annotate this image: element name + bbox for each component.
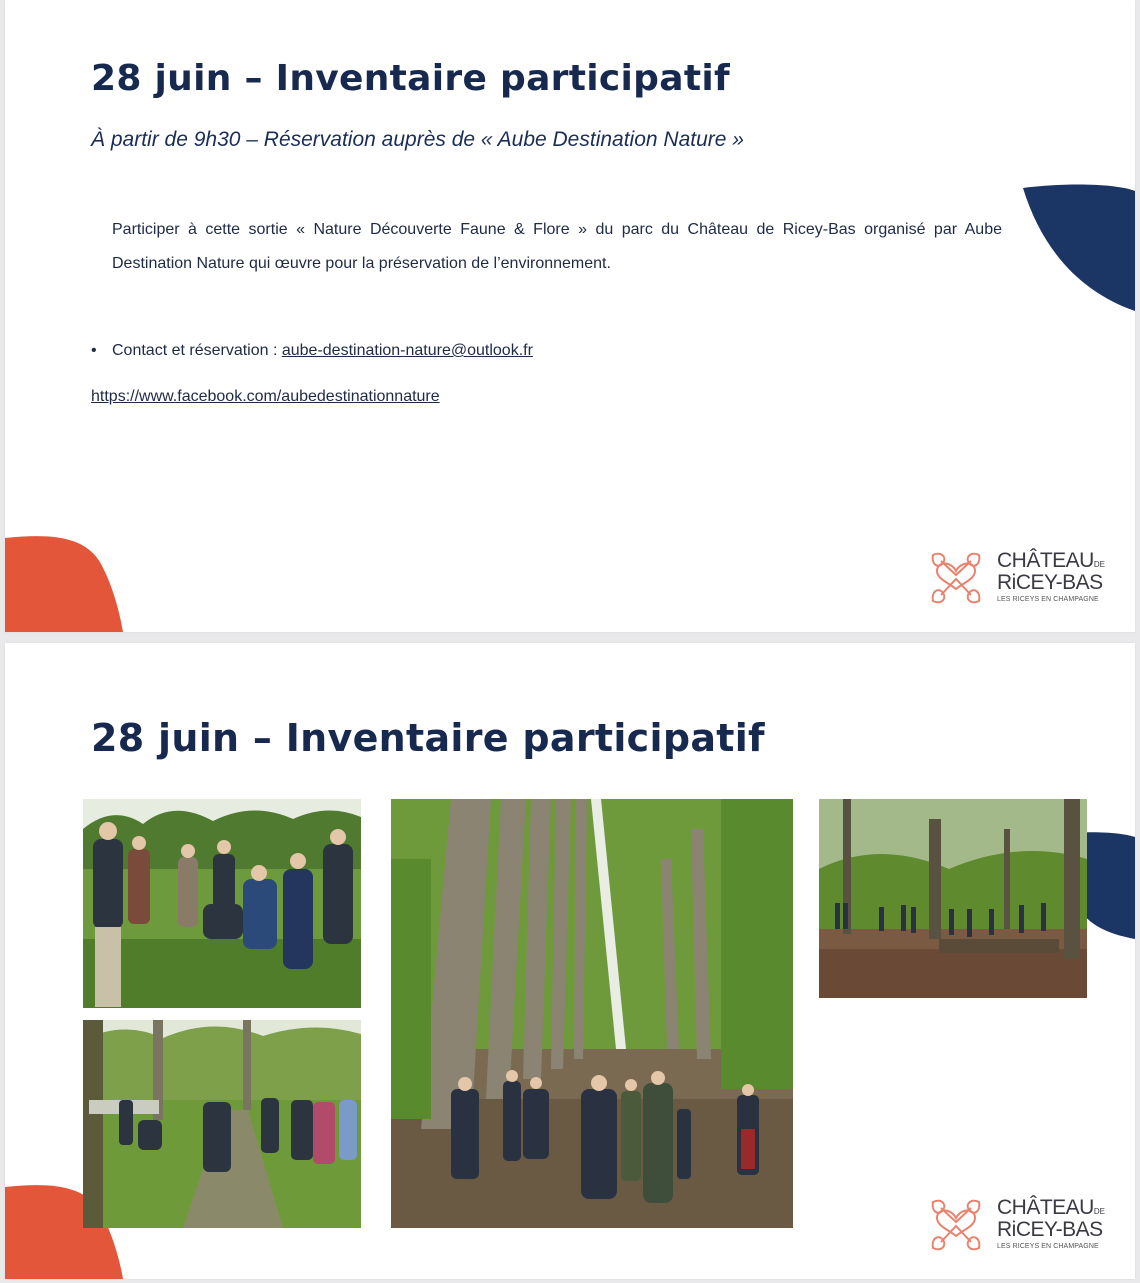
heart-knot-icon: [927, 549, 985, 607]
slide-title: 28 juin – Inventaire participatif: [91, 716, 765, 760]
chateau-logo: [927, 1194, 1107, 1256]
logo-line-1: CHÂTEAUDE: [997, 1196, 1105, 1219]
orange-corner-decoration: [5, 534, 125, 632]
photo-meadow-group: [83, 799, 361, 1008]
logo-line-1: CHÂTEAUDE: [997, 549, 1105, 572]
bullet-icon: •: [91, 342, 97, 359]
contact-label: Contact et réservation :: [112, 342, 282, 359]
chateau-logo: [927, 547, 1107, 609]
photo-tree-avenue: [391, 799, 793, 1228]
description-paragraph: Participer à cette sortie « Nature Découverte Faune & Flore » du parc du Château de Ricey-Bas organisé par Aube Destination Nature qui œuvre pour la préservation de l’environnement.: [112, 221, 1002, 272]
logo-line-3: LES RICEYS EN CHAMPAGNE: [997, 1243, 1099, 1250]
photo-path-group: [83, 1020, 361, 1228]
slide-2: [5, 643, 1135, 1279]
logo-line-2: RiCEY-BAS: [997, 571, 1103, 594]
slide-subtitle: À partir de 9h30 – Réservation auprès de « Aube Destination Nature »: [91, 128, 744, 151]
contact-email-link[interactable]: aube-destination-nature@outlook.fr: [281, 342, 533, 359]
logo-line-3: LES RICEYS EN CHAMPAGNE: [997, 596, 1099, 603]
logo-line-2: RiCEY-BAS: [997, 1218, 1103, 1241]
slide-1: [5, 0, 1135, 632]
slide-title: 28 juin – Inventaire participatif: [91, 58, 730, 99]
heart-knot-icon: [927, 1196, 985, 1254]
photo-forest-clearing: [819, 799, 1087, 998]
facebook-line: [91, 388, 440, 406]
contact-line: [91, 342, 533, 360]
blue-leaf-decoration: [1023, 183, 1135, 313]
facebook-link[interactable]: https://www.facebook.com/aubedestinationnature: [91, 388, 440, 405]
